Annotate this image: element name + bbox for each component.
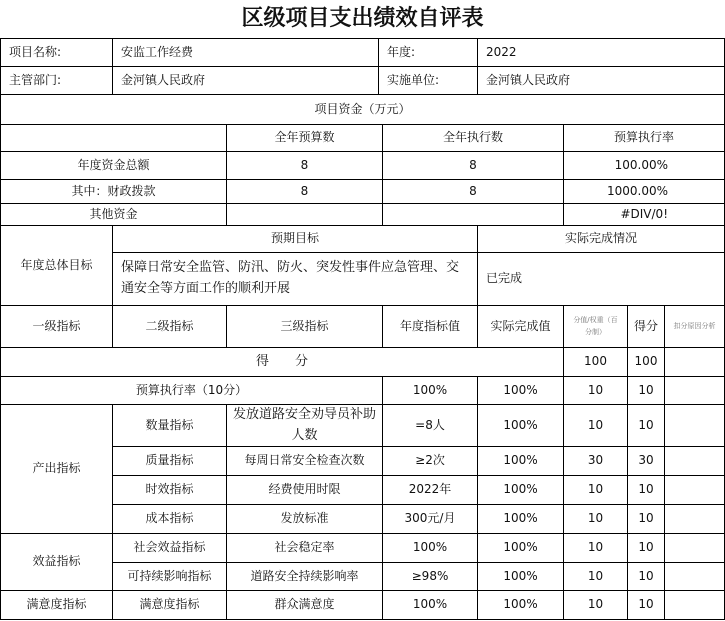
output-row-actual: 100% <box>477 475 564 505</box>
funds-header-budget: 全年预算数 <box>226 124 383 152</box>
budget-row-weight: 10 <box>563 376 628 405</box>
goal-expected-header: 预期目标 <box>112 225 478 253</box>
year-label: 年度: <box>378 38 478 67</box>
funds-other-exec <box>382 203 564 226</box>
satisfaction-row-actual: 100% <box>477 590 564 620</box>
output-row-l2: 成本指标 <box>112 504 227 534</box>
benefit-row-l2: 社会效益指标 <box>112 533 227 563</box>
funds-total-label: 年度资金总额 <box>0 151 227 180</box>
goal-actual-text: 已完成 <box>477 252 725 306</box>
output-row-weight: 30 <box>563 446 628 476</box>
output-row-target: =8人 <box>382 404 478 447</box>
score-total-weight: 100 <box>563 347 628 377</box>
benefit-row-target: ≥98% <box>382 562 478 591</box>
score-total-score: 100 <box>627 347 665 377</box>
output-row-weight: 10 <box>563 404 628 447</box>
dept-value: 金河镇人民政府 <box>112 66 379 95</box>
impl-label: 实施单位: <box>378 66 478 95</box>
output-row-actual: 100% <box>477 404 564 447</box>
output-row-target: 2022年 <box>382 475 478 505</box>
ind-header-l3: 三级指标 <box>226 305 383 348</box>
benefit-row-weight: 10 <box>563 562 628 591</box>
benefit-row-actual: 100% <box>477 562 564 591</box>
output-row-reason <box>664 404 725 447</box>
funds-total-exec: 8 <box>382 151 564 180</box>
output-row-l3: 经费使用时限 <box>226 475 383 505</box>
benefit-row-l3: 社会稳定率 <box>226 533 383 563</box>
satisfaction-row-l2: 满意度指标 <box>112 590 227 620</box>
ind-header-actual: 实际完成值 <box>477 305 564 348</box>
output-row-score: 30 <box>627 446 665 476</box>
score-total-label: 得 分 <box>0 347 564 377</box>
output-row-l3: 发放道路安全劝导员补助人数 <box>226 404 383 447</box>
output-row-l2: 时效指标 <box>112 475 227 505</box>
benefit-row-reason <box>664 533 725 563</box>
budget-row-actual: 100% <box>477 376 564 405</box>
project-name-label: 项目名称: <box>0 38 113 67</box>
funds-fiscal-budget: 8 <box>226 179 383 204</box>
output-row-reason <box>664 446 725 476</box>
benefit-row-weight: 10 <box>563 533 628 563</box>
output-row-l3: 每周日常安全检查次数 <box>226 446 383 476</box>
benefit-row-score: 10 <box>627 533 665 563</box>
score-total-reason <box>664 347 725 377</box>
benefit-row-l2: 可持续影响指标 <box>112 562 227 591</box>
output-row-target: 300元/月 <box>382 504 478 534</box>
funds-fiscal-exec: 8 <box>382 179 564 204</box>
budget-row-target: 100% <box>382 376 478 405</box>
funds-header-exec: 全年执行数 <box>382 124 564 152</box>
output-row-actual: 100% <box>477 504 564 534</box>
satisfaction-row-score: 10 <box>627 590 665 620</box>
funds-total-rate: 100.00% <box>563 151 725 180</box>
impl-value: 金河镇人民政府 <box>477 66 725 95</box>
year-value: 2022 <box>477 38 725 67</box>
output-row-l2: 数量指标 <box>112 404 227 447</box>
output-row-actual: 100% <box>477 446 564 476</box>
benefit-row-score: 10 <box>627 562 665 591</box>
funds-header-rate: 预算执行率 <box>563 124 725 152</box>
dept-label: 主管部门: <box>0 66 113 95</box>
goal-expected-text: 保障日常安全监管、防汛、防火、突发性事件应急管理、交通安全等方面工作的顺利开展 <box>112 252 478 306</box>
benefit-l1-label: 效益指标 <box>0 533 113 591</box>
output-row-reason <box>664 504 725 534</box>
ind-header-score: 得分 <box>627 305 665 348</box>
ind-header-l1: 一级指标 <box>0 305 113 348</box>
output-row-weight: 10 <box>563 475 628 505</box>
budget-row-label: 预算执行率（10分） <box>0 376 383 405</box>
satisfaction-row-weight: 10 <box>563 590 628 620</box>
funds-total-budget: 8 <box>226 151 383 180</box>
benefit-row-reason <box>664 562 725 591</box>
satisfaction-l1-label: 满意度指标 <box>0 590 113 620</box>
output-row-target: ≥2次 <box>382 446 478 476</box>
output-row-weight: 10 <box>563 504 628 534</box>
output-row-score: 10 <box>627 404 665 447</box>
benefit-row-l3: 道路安全持续影响率 <box>226 562 383 591</box>
funds-other-rate: #DIV/0! <box>563 203 725 226</box>
budget-row-reason <box>664 376 725 405</box>
funds-section-header: 项目资金（万元） <box>0 94 725 125</box>
output-row-l2: 质量指标 <box>112 446 227 476</box>
benefit-row-actual: 100% <box>477 533 564 563</box>
satisfaction-row-reason <box>664 590 725 620</box>
output-row-reason <box>664 475 725 505</box>
funds-fiscal-label: 其中：财政拨款 <box>0 179 227 204</box>
project-name-value: 安监工作经费 <box>112 38 379 67</box>
satisfaction-row-target: 100% <box>382 590 478 620</box>
satisfaction-row-l3: 群众满意度 <box>226 590 383 620</box>
output-row-score: 10 <box>627 475 665 505</box>
output-l1-label: 产出指标 <box>0 404 113 534</box>
output-row-l3: 发放标准 <box>226 504 383 534</box>
funds-fiscal-rate: 1000.00% <box>563 179 725 204</box>
ind-header-reason: 扣分原因分析 <box>664 305 725 348</box>
ind-header-l2: 二级指标 <box>112 305 227 348</box>
goal-label: 年度总体目标 <box>0 225 113 306</box>
output-row-score: 10 <box>627 504 665 534</box>
funds-other-budget <box>226 203 383 226</box>
goal-actual-header: 实际完成情况 <box>477 225 725 253</box>
funds-other-label: 其他资金 <box>0 203 227 226</box>
funds-header-blank <box>0 124 227 152</box>
ind-header-weight: 分值/权重（百分制） <box>563 305 628 348</box>
page-title: 区级项目支出绩效自评表 <box>241 6 484 31</box>
benefit-row-target: 100% <box>382 533 478 563</box>
budget-row-score: 10 <box>627 376 665 405</box>
ind-header-target: 年度指标值 <box>382 305 478 348</box>
